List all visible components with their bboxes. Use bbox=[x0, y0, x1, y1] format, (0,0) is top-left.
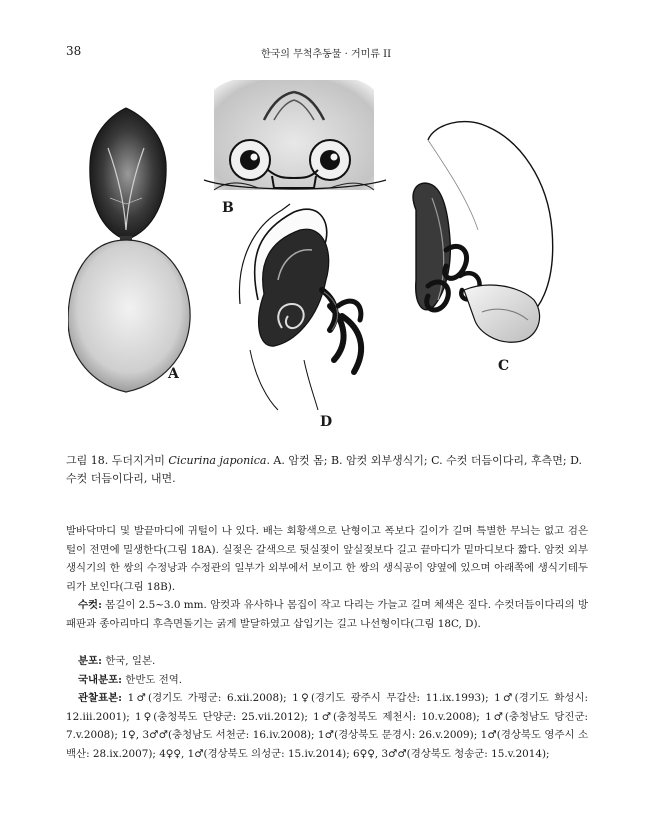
male-description bbox=[66, 596, 588, 633]
domestic-text: 한반도 전역. bbox=[122, 673, 183, 686]
panel-label-d: D bbox=[320, 414, 333, 430]
male-text: 몸길이 2.5~3.0 mm. 암컷과 유사하나 몸집이 작고 다리는 가늘고 길며 체색은 짙다. 수컷더듬이다리의 방패판과 종아리마디 후측면돌기는 굵게 발달하였고 삽입기는 길고 나선형이다(그림 18C, D). bbox=[66, 599, 588, 630]
figure-illustration bbox=[68, 80, 588, 440]
distribution-label: 분포: bbox=[78, 655, 102, 667]
distribution-section bbox=[66, 652, 588, 763]
panel-d-drawing bbox=[239, 204, 361, 410]
panel-label-b: B bbox=[222, 200, 234, 216]
caption-rest: . A. 암컷 몸; B. 암컷 외부생식기; C. 수컷 더듬이다리, 후측면; D. 수컷 더듬이다리, 내면. bbox=[66, 454, 582, 485]
distribution-text: 한국, 일본. bbox=[101, 655, 156, 667]
panel-a-drawing bbox=[68, 108, 190, 392]
male-label: 수컷: bbox=[78, 599, 102, 611]
domestic-distribution bbox=[66, 671, 588, 690]
figure-caption bbox=[66, 452, 586, 488]
caption-species: Cicurina japonica bbox=[168, 454, 267, 467]
examined-specimens bbox=[66, 689, 588, 763]
panel-label-a: A bbox=[168, 366, 179, 382]
caption-prefix: 그림 18. 두더지거미 bbox=[66, 454, 169, 467]
distribution bbox=[66, 652, 588, 671]
figure-18 bbox=[68, 80, 588, 440]
panel-label-c: C bbox=[498, 358, 510, 374]
specimens-label: 관찰표본: bbox=[78, 692, 122, 704]
specimens-text: 1♂(경기도 가평군: 6.xii.2008); 1♀(경기도 광주시 무갑산: 11.ix.1993); 1♂(경기도 화성시: 12.iii.2001); 1♀(충청북도 단양군: 25.vii.2012); 1♂(충청북도 제천시: 10.v.2008); 1♂(충청남도 당진군: 7.v.2008); 1♀, 3♂♂(충청남도 서천군: 16.iv.2008); 1♂(경상북도 문경시: 26.v.2009); 1♂(경상북도 영주시 소백산: 28.ix.2007); 4♀♀, 1♂(경상북도 의성군: 15.iv.2014); 6♀♀, 3♂♂(경상북도 청송군: 15.v.2014); bbox=[66, 692, 588, 760]
panel-c-drawing bbox=[413, 122, 553, 343]
domestic-label: 국내분포: bbox=[78, 673, 122, 686]
page-number: 38 bbox=[66, 44, 82, 58]
description bbox=[66, 522, 588, 633]
female-description: 발바닥마디 및 발끝마디에 귀털이 나 있다. 배는 회황색으로 난형이고 폭보다 길이가 길며 특별한 무늬는 없고 검은 털이 전면에 밀생한다(그림 18A). 실젖은 갈색으로 뒷실젖이 앞실젖보다 길고 끝마디가 밑마디보다 짧다. 암컷 외부생식기의 한 쌍의 수정낭과 수정관의 일부가 외부에서 보이고 한 쌍의 생식공이 양옆에 있으며 아래쪽에 생식기테두리가 보인다(그림 18B). bbox=[66, 525, 588, 593]
panel-b-drawing bbox=[204, 80, 386, 190]
running-head: 한국의 무척추동물 · 거미류 II bbox=[260, 49, 392, 60]
